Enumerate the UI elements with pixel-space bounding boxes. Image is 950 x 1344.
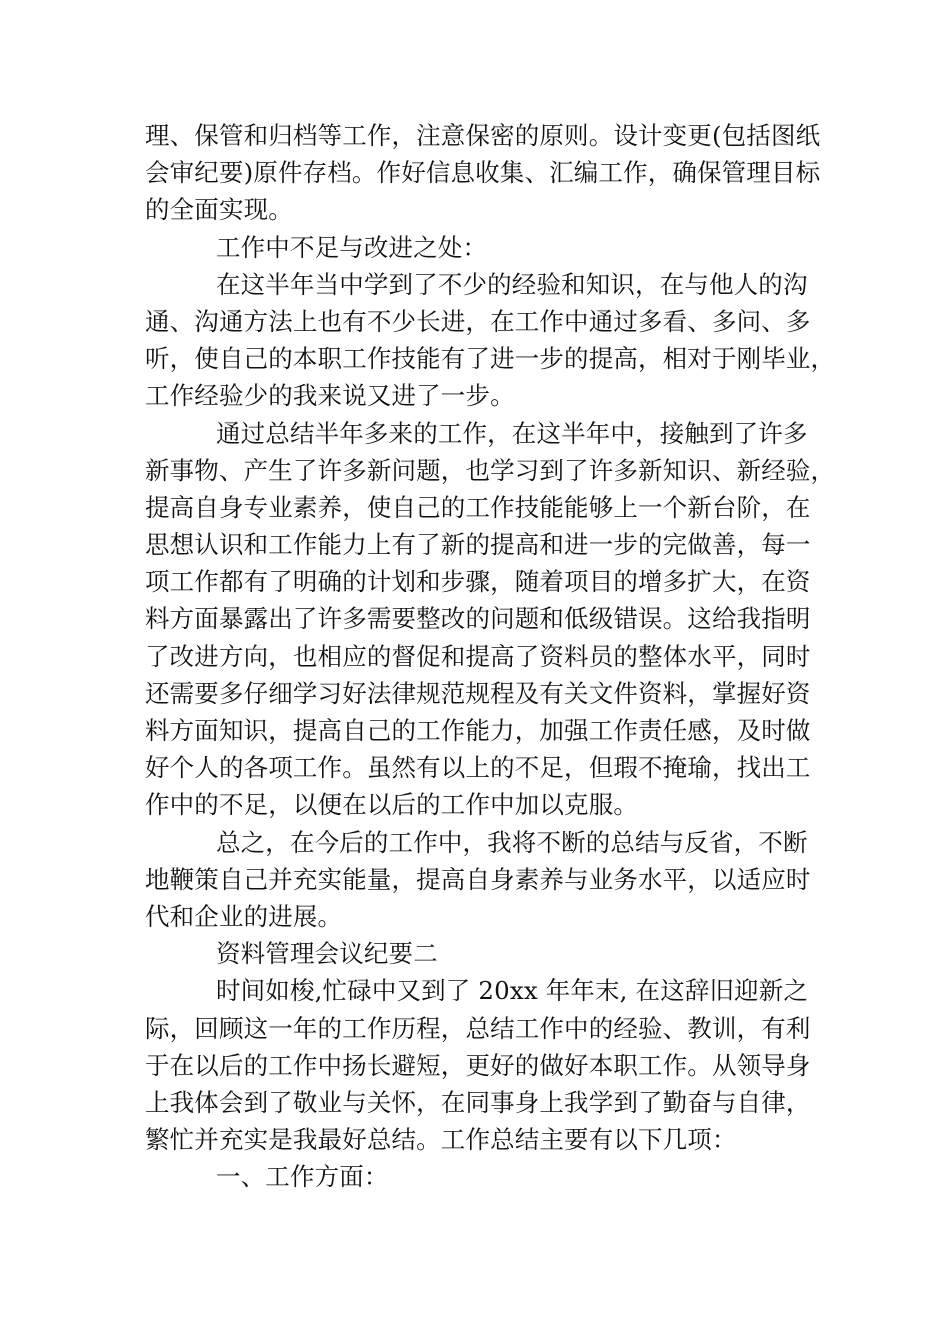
text-line: 际，回顾这一年的工作历程，总结工作中的经验、教训，有利 [145, 1013, 811, 1043]
text-line: 还需要多仔细学习好法律规范规程及有关文件资料，掌握好资 [145, 678, 811, 708]
text-line: 代和企业的进展。 [145, 901, 343, 931]
text-line: 时间如梭,忙碌中又到了 20xx 年年末, 在这辞旧迎新之 [216, 976, 809, 1006]
text-line: 新事物、产生了许多新问题，也学习到了许多新知识、新经验， [145, 455, 836, 485]
text-line: 项工作都有了明确的计划和步骤，随着项目的增多扩大，在资 [145, 567, 811, 597]
text-line: 上我体会到了敬业与关怀，在同事身上我学到了勤奋与自律， [145, 1087, 811, 1117]
text-line: 一、工作方面： [216, 1162, 389, 1192]
text-line: 工作经验少的我来说又进了一步。 [145, 381, 515, 411]
document-body [145, 117, 836, 1195]
text-line: 总之，在今后的工作中，我将不断的总结与反省，不断 [216, 827, 808, 857]
text-line: 繁忙并充实是我最好总结。工作总结主要有以下几项： [145, 1125, 737, 1155]
text-line: 工作中不足与改进之处： [216, 232, 488, 262]
text-line: 的全面实现。 [145, 195, 293, 225]
text-line: 理、保管和归档等工作，注意保密的原则。设计变更(包括图纸 [145, 121, 821, 150]
text-line: 了改进方向，也相应的督促和提高了资料员的整体水平，同时 [145, 641, 811, 671]
text-line: 通过总结半年多来的工作，在这半年中，接触到了许多 [216, 418, 808, 448]
text-line: 地鞭策自己并充实能量，提高自身素养与业务水平，以适应时 [145, 864, 811, 894]
text-line: 通、沟通方法上也有不少长进，在工作中通过多看、多问、多 [145, 306, 811, 336]
text-line: 在这半年当中学到了不少的经验和知识，在与他人的沟 [216, 269, 808, 299]
text-line: 料方面暴露出了许多需要整改的问题和低级错误。这给我指明 [145, 604, 811, 634]
text-line: 好个人的各项工作。虽然有以上的不足，但瑕不掩瑜，找出工 [145, 753, 811, 783]
text-line: 于在以后的工作中扬长避短，更好的做好本职工作。从领导身 [145, 1050, 811, 1080]
text-line: 料方面知识，提高自己的工作能力，加强工作责任感，及时做 [145, 716, 811, 745]
text-line: 会审纪要)原件存档。作好信息收集、汇编工作，确保管理目标 [145, 158, 821, 188]
text-line: 提高自身专业素养，使自己的工作技能能够上一个新台阶，在 [145, 492, 811, 522]
text-line: 思想认识和工作能力上有了新的提高和进一步的完做善，每一 [145, 530, 811, 560]
text-line: 作中的不足，以便在以后的工作中加以克服。 [145, 790, 638, 820]
text-line: 资料管理会议纪要二 [216, 939, 438, 969]
text-line: 听，使自己的本职工作技能有了进一步的提高，相对于刚毕业， [145, 344, 836, 374]
